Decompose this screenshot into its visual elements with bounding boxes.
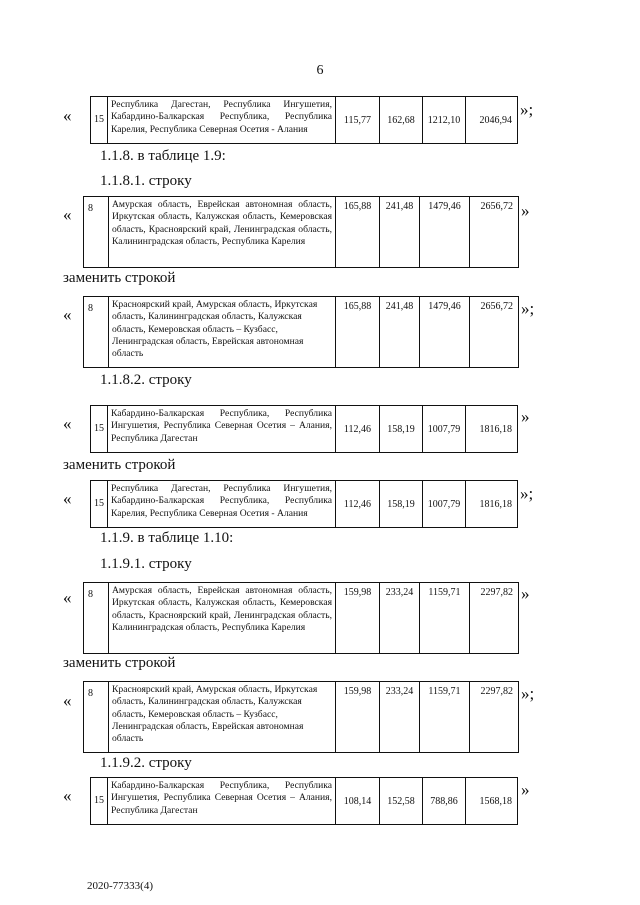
section-heading: 1.1.8. в таблице 1.9: [100,148,226,164]
row-number: 8 [84,197,109,268]
regions-cell: Красноярский край, Амурская область, Иркутская область, Калининградская область, Калужская область, Кемеровская область – Кузбасс, Ленинградская область, Еврейская автономная область [109,682,336,753]
value-cell-3: 1212,10 [423,97,466,144]
section-heading: заменить строкой [63,457,176,473]
value-cell-1: 165,88 [336,197,380,268]
value-cell-3: 1007,79 [423,481,466,528]
page-number: 6 [316,63,324,78]
table-row [90,777,518,825]
value-cell-4: 1816,18 [466,406,518,453]
quote-open: « [63,106,72,125]
value-cell-1: 108,14 [336,778,380,825]
section-heading: 1.1.9.2. строку [100,755,192,771]
value-cell-1: 159,98 [336,583,380,654]
quote-open: « [63,691,72,710]
value-cell-2: 162,68 [380,97,423,144]
value-cell-1: 165,88 [336,297,380,368]
section-heading: 1.1.8.1. строку [100,173,192,189]
value-cell-3: 1159,71 [420,682,470,753]
value-cell-2: 158,19 [380,406,423,453]
row-number: 8 [84,682,109,753]
quote-open: « [63,786,72,805]
document-footer-code: 2020-77333(4) [87,880,153,892]
section-heading: заменить строкой [63,655,176,671]
quote-close: » [521,407,530,426]
value-cell-4: 2046,94 [466,97,518,144]
quote-open: « [63,414,72,433]
section-heading: 1.1.9.1. строку [100,556,192,572]
regions-cell: Кабардино-Балкарская Республика, Республика Ингушетия, Республика Северная Осетия – Алания, Республика Дагестан [108,406,336,453]
value-cell-3: 1159,71 [420,583,470,654]
section-heading: 1.1.9. в таблице 1.10: [100,530,234,546]
value-cell-2: 241,48 [380,297,420,368]
value-cell-2: 233,24 [380,682,420,753]
quote-close: »; [521,299,535,318]
row-number: 8 [84,583,109,654]
value-cell-4: 2656,72 [470,297,519,368]
value-cell-3: 1007,79 [423,406,466,453]
value-cell-4: 1816,18 [466,481,518,528]
row-number: 8 [84,297,109,368]
value-cell-1: 112,46 [336,481,380,528]
regions-cell: Амурская область, Еврейская автономная область, Иркутская область, Калужская область, Кемеровская область, Красноярский край, Ленинградская область, Калининградская область, Республика Карелия [109,197,336,268]
quote-close: » [521,584,530,603]
value-cell-2: 158,19 [380,481,423,528]
table-row [83,582,519,654]
value-cell-2: 233,24 [380,583,420,654]
value-cell-4: 2656,72 [470,197,519,268]
section-heading: 1.1.8.2. строку [100,372,192,388]
row-number: 15 [91,406,108,453]
value-cell-2: 241,48 [380,197,420,268]
value-cell-1: 112,46 [336,406,380,453]
value-cell-1: 159,98 [336,682,380,753]
row-number: 15 [91,481,108,528]
value-cell-1: 115,77 [336,97,380,144]
regions-cell: Республика Дагестан, Республика Ингушетия, Кабардино-Балкарская Республика, Республика Карелия, Республика Северная Осетия - Алания [108,481,336,528]
table-row [83,196,519,268]
section-heading: заменить строкой [63,270,176,286]
value-cell-4: 2297,82 [470,583,519,654]
table-row [90,405,518,453]
quote-close: »; [520,100,534,119]
quote-open: « [63,205,72,224]
row-number: 15 [91,778,108,825]
quote-open: « [63,305,72,324]
regions-cell: Кабардино-Балкарская Республика, Республика Ингушетия, Республика Северная Осетия – Алания, Республика Дагестан [108,778,336,825]
value-cell-3: 1479,46 [420,197,470,268]
value-cell-2: 152,58 [380,778,423,825]
table-row [90,96,518,144]
table-row [90,480,518,528]
quote-close: » [521,201,530,220]
quote-close: » [521,780,530,799]
table-row [83,681,519,753]
value-cell-4: 1568,18 [466,778,518,825]
quote-close: »; [520,484,534,503]
quote-open: « [63,588,72,607]
regions-cell: Республика Дагестан, Республика Ингушетия, Кабардино-Балкарская Республика, Республика Карелия, Республика Северная Осетия - Алания [108,97,336,144]
regions-cell: Красноярский край, Амурская область, Иркутская область, Калининградская область, Калужская область, Кемеровская область – Кузбасс, Ленинградская область, Еврейская автономная область [109,297,336,368]
quote-close: »; [521,684,535,703]
regions-cell: Амурская область, Еврейская автономная область, Иркутская область, Калужская область, Кемеровская область, Красноярский край, Ленинградская область, Калининградская область, Республика Карелия [109,583,336,654]
row-number: 15 [91,97,108,144]
quote-open: « [63,489,72,508]
table-row [83,296,519,368]
value-cell-3: 1479,46 [420,297,470,368]
value-cell-4: 2297,82 [470,682,519,753]
value-cell-3: 788,86 [423,778,466,825]
